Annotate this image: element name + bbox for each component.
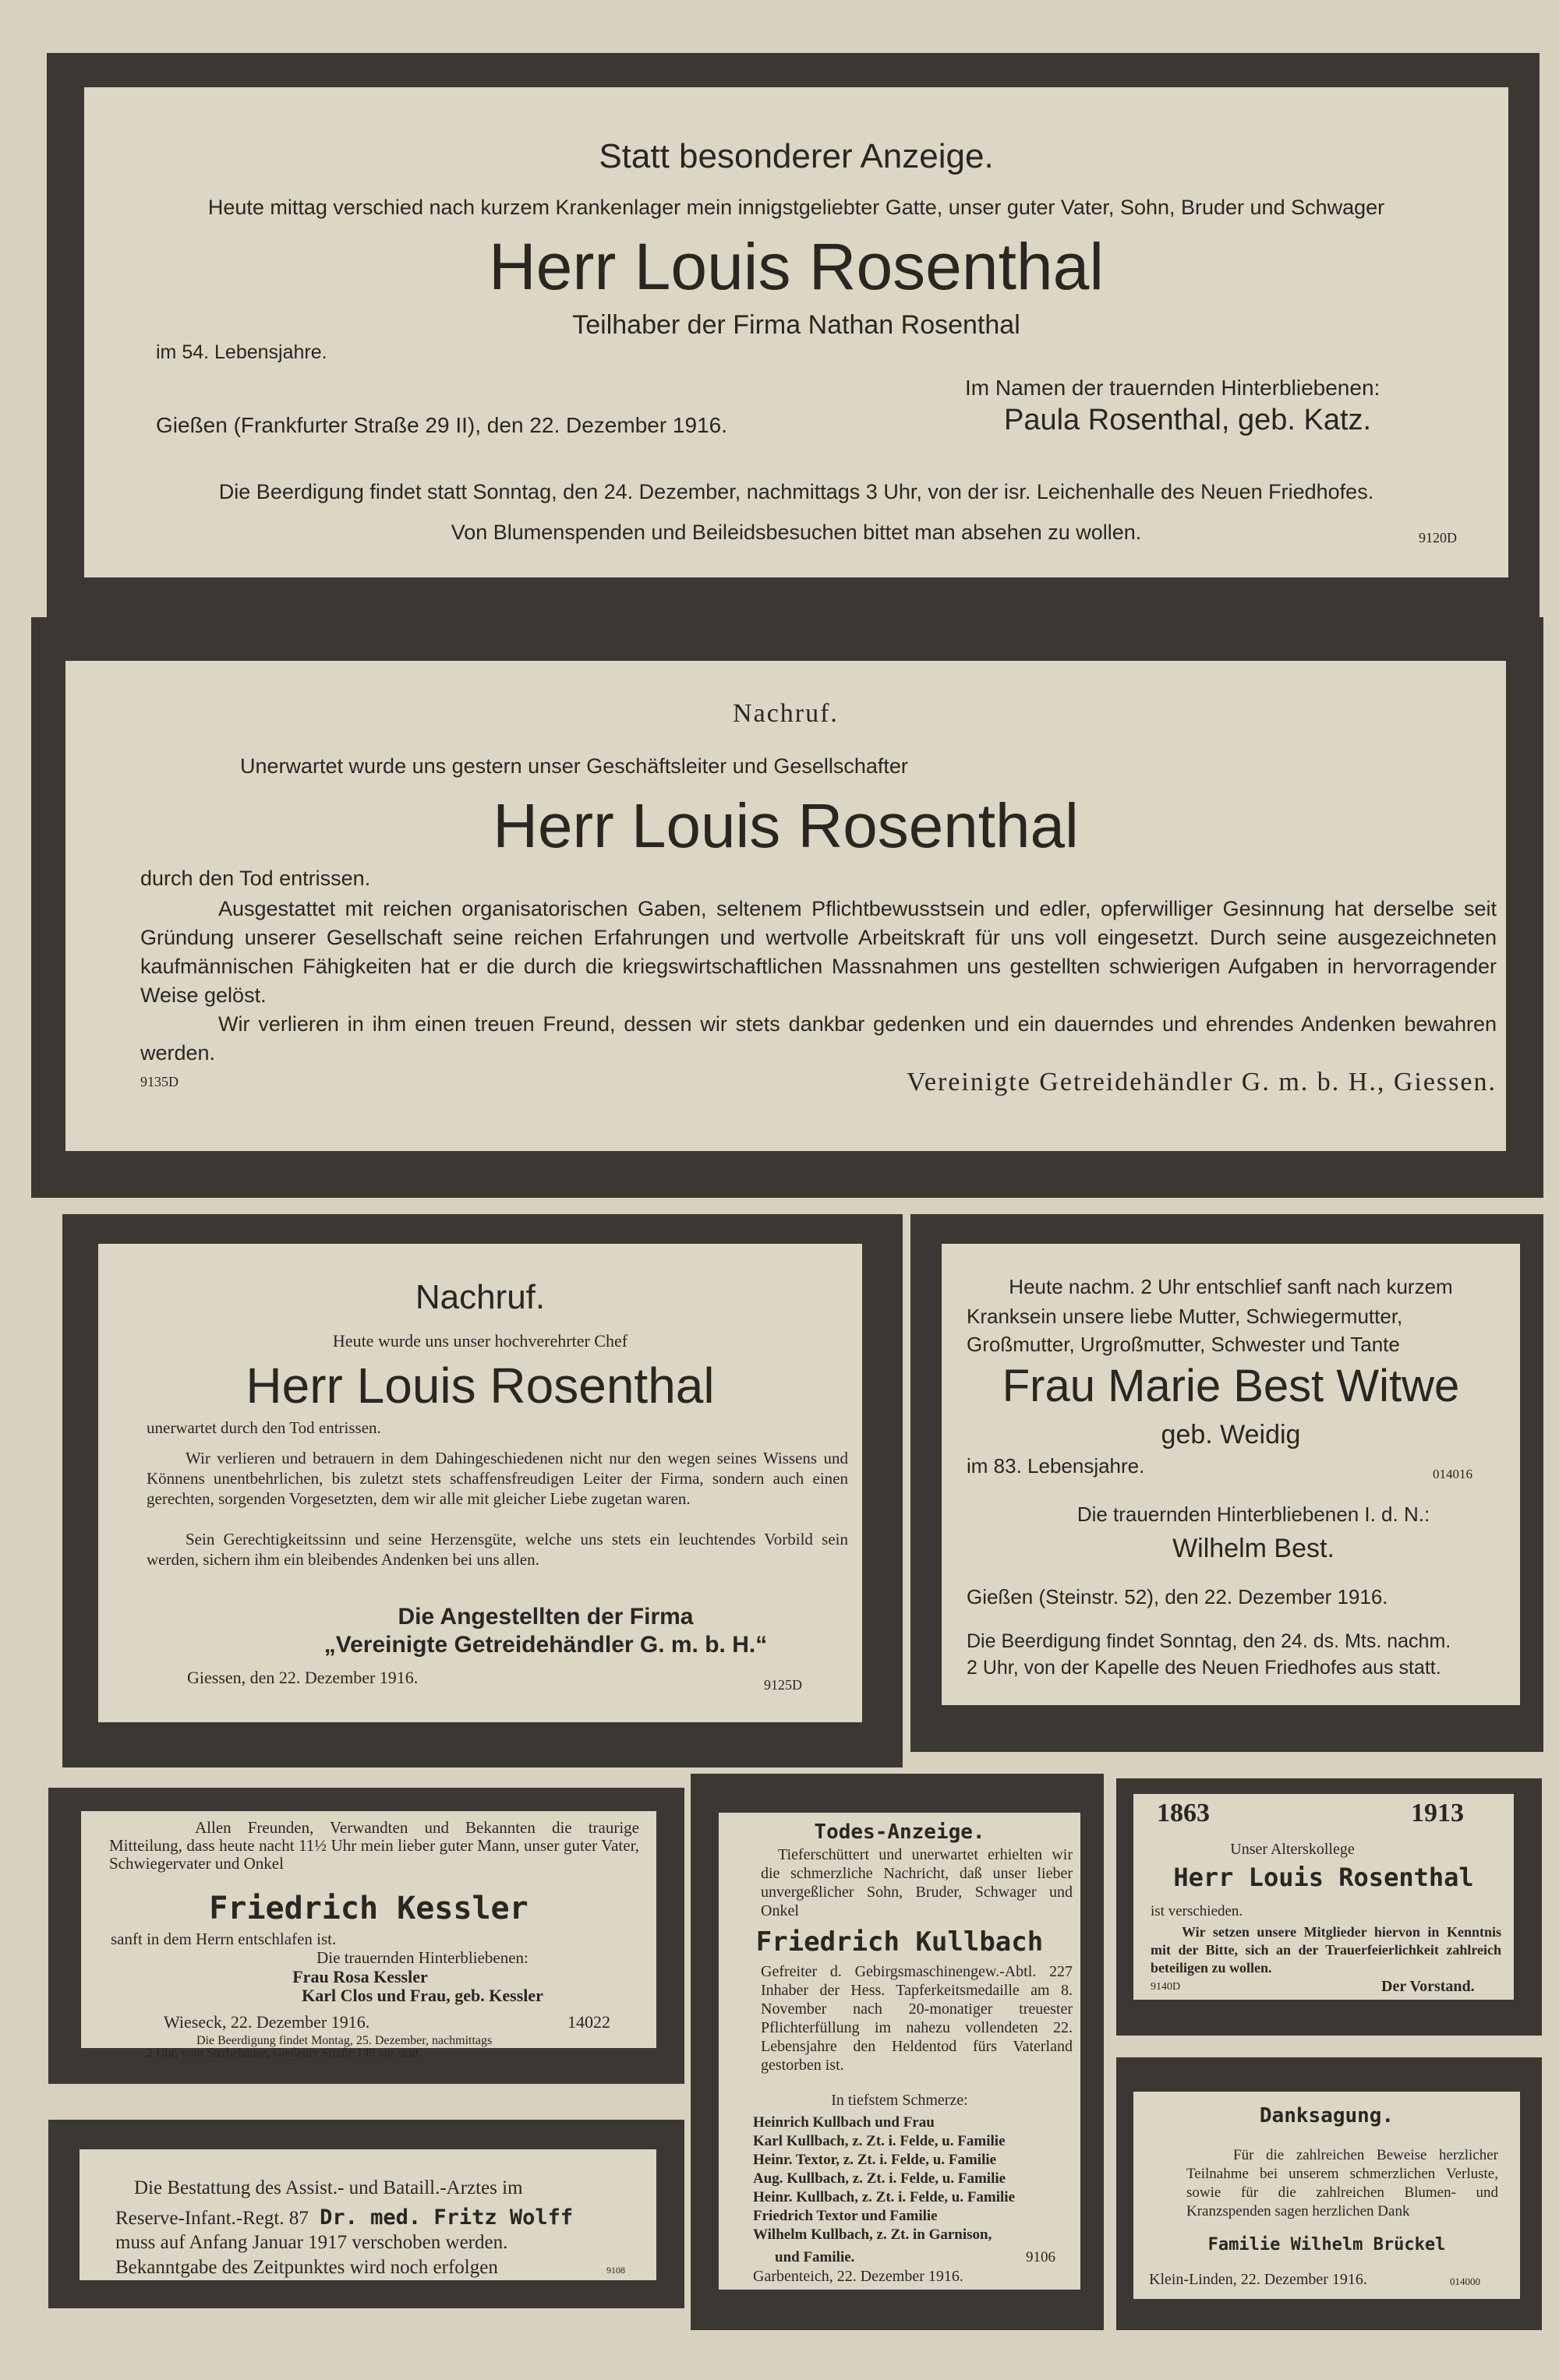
deceased-name: Frau Marie Best Witwe — [1002, 1361, 1460, 1411]
deceased-name: Friedrich Kessler — [209, 1891, 529, 1926]
ad-heading: Danksagung. — [1259, 2104, 1395, 2128]
year-birth: 1863 — [1157, 1799, 1210, 1827]
signer: Wilhelm Best. — [1172, 1534, 1335, 1563]
mourner: Heinr. Kullbach, z. Zt. i. Felde, u. Familie — [753, 2189, 1016, 2205]
thanks-ad-brueckel — [1116, 2057, 1542, 2330]
ad-intro: Kranksein unsere liebe Mutter, Schwiegermutter, — [967, 1305, 1403, 1328]
text-line: ist verschieden. — [1151, 1903, 1243, 1919]
obituary-ad-rosenthal-family — [47, 53, 1540, 618]
ad-intro: Heute mittag verschied nach kurzem Krankenlager mein innigstgeliebter Gatte, unser guter Vater, Sohn, Bruder und Schwager — [207, 196, 1385, 219]
ad-code: 9108 — [606, 2265, 625, 2276]
mourner: Karl Clos und Frau, geb. Kessler — [302, 1986, 543, 2005]
death-notice-ad-kullbach — [691, 1774, 1104, 2330]
mourner: Heinr. Textor, z. Zt. i. Felde, u. Familie — [753, 2152, 997, 2168]
place-date: Wieseck, 22. Dezember 1916. — [164, 2012, 370, 2032]
deceased-name: Friedrich Kullbach — [755, 1926, 1044, 1958]
mourner: Karl Kullbach, z. Zt. i. Felde, u. Familie — [753, 2133, 1006, 2149]
ad-intro: Allen Freunden, Verwandten und Bekannten die traurige Mitteilung, dass heute nacht 11½ Uhr mein lieber guter Mann, unser guter Vater, Schwiegervater und Onkel — [109, 1818, 639, 1873]
text-paragraph: Wir verlieren und betrauern in dem Dahingeschiedenen nicht nur den wegen seines Wissens und Könnens unentbehrlichen, bis zuletzt stets schaffensfreudigen Leiter der Firma, sondern auch einen gerechten, sorgenden Vorgesetzten, dem wir alle mit gleicher Liebe zugetan waren. — [147, 1449, 848, 1508]
signer: Vereinigte Getreidehändler G. m. b. H., Giessen. — [907, 1068, 1497, 1096]
deceased-name: Herr Louis Rosenthal — [488, 230, 1105, 303]
text-paragraph: Sein Gerechtigkeitssinn und seine Herzensgüte, welche uns stets ein leuchtendes Vorbild sein werden, sichern ihm ein bleibendes Andenken bei uns allen. — [147, 1530, 848, 1569]
ad-heading: Statt besonderer Anzeige. — [599, 137, 994, 175]
ad-heading: Nachruf. — [415, 1278, 546, 1316]
deceased-age: im 54. Lebensjahre. — [156, 341, 327, 363]
mourners-label: Die trauernden Hinterbliebenen I. d. N.: — [1076, 1503, 1430, 1526]
text-paragraph: Ausgestattet mit reichen organisatorischen Gaben, seltenem Pflichtbewusstsein und edler, opferwilliger Gesinnung hat derselbe seit Gründung unserer Gesellschaft seine reichen Erfahrungen und wertvolle Arbeitskraft für uns voll eingesetzt. Durch seine ausgezeichneten kaufmännischen Fähigkeiten hat er die durch die kriegswirtschaftlichen Massnahmen uns gestellten schwierigen Aufgaben in hervorragender Weise gelöst. — [140, 897, 1497, 1007]
regiment-text: Reserve-Infant.-Regt. 87 — [115, 2208, 309, 2229]
mourners-list — [753, 2113, 1073, 2244]
mourner: Wilhelm Kullbach, z. Zt. in Garnison, — [753, 2226, 992, 2243]
text-paragraph: Wir setzen unsere Mitglieder hiervon in Kenntnis mit der Bitte, sich an der Trauerfeierlichkeit zahlreich beteiligen zu wollen. — [1151, 1924, 1501, 1976]
text-line: sanft in dem Herrn entschlafen ist. — [111, 1930, 337, 1948]
ad-intro: Heute nachm. 2 Uhr entschlief sanft nach kurzem — [1009, 1275, 1453, 1298]
grief-line: In tiefstem Schmerze: — [831, 2092, 968, 2109]
text-paragraph: Gefreiter d. Gebirgsmaschinengew.-Abtl. 227 Inhaber der Hess. Tapferkeitsmedaille am 8. November nach 20-monatiger treuester Pflichterfüllung im nahezu vollendeten 22. Lebensjahre den Heldentod fürs Vaterland gestorben ist. — [761, 1963, 1073, 2074]
text-line: durch den Tod entrissen. — [140, 867, 371, 890]
deceased-role: Teilhaber der Firma Nathan Rosenthal — [572, 310, 1020, 340]
mourners-label: Die trauernden Hinterbliebenen: — [316, 1948, 529, 1967]
deceased-name: Herr Louis Rosenthal — [246, 1358, 715, 1414]
place-date: Gießen (Frankfurter Straße 29 II), den 22. Dezember 1916. — [156, 413, 728, 437]
ad-intro: Unerwartet wurde uns gestern unser Geschäftsleiter und Gesellschafter — [240, 754, 908, 778]
flowers-notice: Von Blumenspenden und Beileidsbesuchen bittet man absehen zu wollen. — [451, 521, 1142, 544]
signer: Familie Wilhelm Brückel — [1207, 2235, 1446, 2255]
funeral-notice: Die Beerdigung findet Montag, 25. Dezember, nachmittags — [196, 2034, 493, 2047]
funeral-notice: Die Beerdigung findet Sonntag, den 24. ds. Mts. nachm. — [967, 1630, 1451, 1652]
obituary-ad-kessler — [48, 1788, 684, 2084]
ad-intro: Heute wurde uns unser hochverehrter Chef — [332, 1331, 628, 1351]
place-date: Gießen (Steinstr. 52), den 22. Dezember 1916. — [967, 1585, 1388, 1608]
ad-intro: Tieferschüttert und unerwartet erhielten wir die schmerzliche Nachricht, daß unser lieber unvergeßlicher Sohn, Bruder, Schwager und Onkel — [761, 1846, 1073, 1919]
deceased-name: Dr. med. Fritz Wolff — [320, 2205, 574, 2230]
ad-heading: Todes-Anzeige. — [814, 1820, 985, 1844]
place-date: Klein-Linden, 22. Dezember 1916. — [1149, 2271, 1367, 2288]
mourner: Aug. Kullbach, z. Zt. i. Felde, u. Familie — [753, 2170, 1006, 2187]
year-death: 1913 — [1411, 1799, 1464, 1827]
deceased-name: Herr Louis Rosenthal — [493, 791, 1079, 860]
ad-heading: Nachruf. — [733, 699, 839, 728]
mourner: Heinrich Kullbach und Frau — [753, 2114, 935, 2131]
mourners-label: Im Namen der trauernden Hinterbliebenen: — [965, 376, 1380, 400]
signer: Der Vorstand. — [1381, 1978, 1475, 1995]
mourner: Frau Rosa Kessler — [292, 1967, 428, 1986]
text-paragraph: Für die zahlreichen Beweise herzlicher Teilnahme bei unserem schmerzlichen Verluste, sowie für die zahlreichen Blumen- und Kranzspenden sagen herzlichen Dank — [1186, 2147, 1498, 2219]
association-notice-ad-rosenthal — [1116, 1778, 1542, 2036]
signer: „Vereinigte Getreidehändler G. m. b. H.“ — [323, 1632, 768, 1658]
deceased-age: im 83. Lebensjahre. — [967, 1454, 1145, 1478]
text-paragraph: Wir verlieren in ihm einen treuen Freund, dessen wir stets dankbar gedenken und ein dauerndes und ehrendes Andenken bewahren werden. — [140, 1012, 1497, 1065]
maiden-name: geb. Weidig — [1161, 1420, 1301, 1450]
ad-code: 14022 — [567, 2012, 610, 2032]
signer: Die Angestellten der Firma — [398, 1604, 694, 1630]
text-line: Die Bestattung des Assist.- und Bataill.-Arztes im — [134, 2177, 523, 2198]
funeral-notice: 2 Uhr, vom Sterbehause, Gießener Straße 149 aus statt. — [147, 2046, 422, 2060]
ad-code: 9120D — [1419, 530, 1457, 546]
mourner: Friedrich Textor und Familie — [753, 2208, 938, 2224]
ad-code: 9140D — [1151, 1981, 1181, 1993]
ad-code: 9135D — [140, 1074, 179, 1089]
obituary-ad-best — [910, 1214, 1543, 1752]
funeral-notice: Die Beerdigung findet statt Sonntag, den 24. Dezember, nachmittags 3 Uhr, von der isr. Leichenhalle des Neuen Friedhofes. — [218, 480, 1374, 503]
text-line: unerwartet durch den Tod entrissen. — [147, 1418, 381, 1437]
text-line: Bekanntgabe des Zeitpunktes wird noch erfolgen — [115, 2257, 498, 2278]
ad-code: 9125D — [764, 1677, 802, 1693]
ad-code: 014000 — [1450, 2276, 1480, 2287]
obituary-ad-getreidehaendler — [31, 617, 1543, 1198]
funeral-notice: 2 Uhr, von der Kapelle des Neuen Friedhofes aus statt. — [967, 1657, 1441, 1679]
mourner: und Familie. — [775, 2249, 855, 2265]
funeral-postponement-ad-wolff — [48, 2120, 684, 2308]
ad-code: 014016 — [1433, 1467, 1472, 1481]
text-line — [115, 2205, 573, 2230]
ad-intro: Unser Alterskollege — [1230, 1841, 1355, 1858]
deceased-name: Herr Louis Rosenthal — [1173, 1863, 1474, 1892]
ad-intro: Großmutter, Urgroßmutter, Schwester und Tante — [967, 1333, 1400, 1356]
obituary-ad-employees — [62, 1214, 903, 1767]
text-line: muss auf Anfang Januar 1917 verschoben werden. — [115, 2232, 508, 2253]
signer: Paula Rosenthal, geb. Katz. — [1004, 404, 1372, 436]
place-date: Garbenteich, 22. Dezember 1916. — [753, 2268, 963, 2285]
place-date: Giessen, den 22. Dezember 1916. — [187, 1668, 419, 1687]
ad-code: 9106 — [1026, 2249, 1055, 2265]
